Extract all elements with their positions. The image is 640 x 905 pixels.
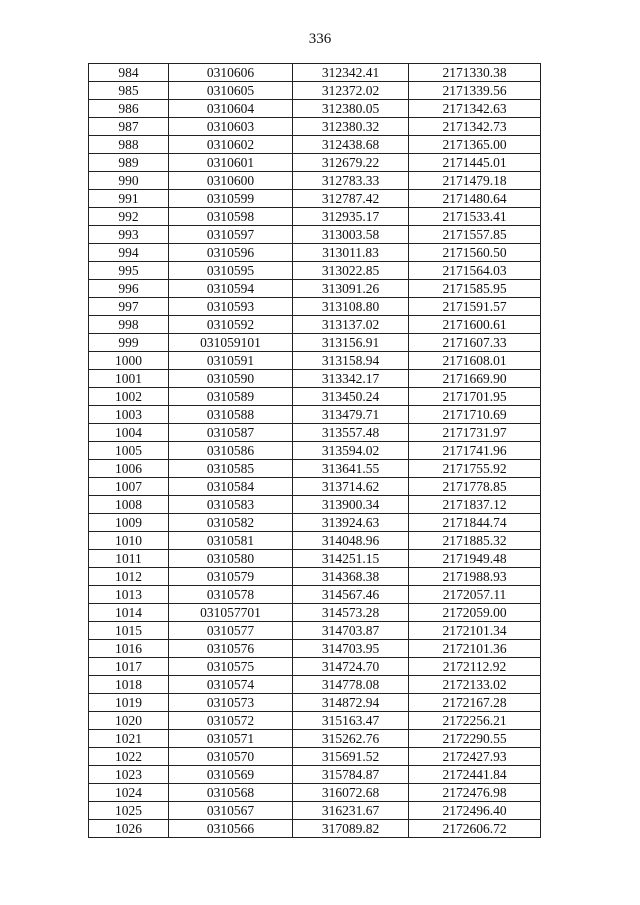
row-index-cell: 984: [89, 64, 169, 82]
table-row: [89, 604, 541, 622]
table-row: [89, 424, 541, 442]
x-coordinate-cell: 314724.70: [293, 658, 409, 676]
row-index-cell: 998: [89, 316, 169, 334]
point-id-cell: 0310577: [169, 622, 293, 640]
x-coordinate-cell: 316072.68: [293, 784, 409, 802]
table-row: [89, 532, 541, 550]
point-id-cell: 0310590: [169, 370, 293, 388]
x-coordinate-cell: 312787.42: [293, 190, 409, 208]
table-row: [89, 766, 541, 784]
row-index-cell: 997: [89, 298, 169, 316]
y-coordinate-cell: 2171949.48: [409, 550, 541, 568]
x-coordinate-cell: 314251.15: [293, 550, 409, 568]
table-row: [89, 100, 541, 118]
table-row: [89, 712, 541, 730]
x-coordinate-cell: 313479.71: [293, 406, 409, 424]
x-coordinate-cell: 313594.02: [293, 442, 409, 460]
x-coordinate-cell: 313003.58: [293, 226, 409, 244]
x-coordinate-cell: 316231.67: [293, 802, 409, 820]
y-coordinate-cell: 2171669.90: [409, 370, 541, 388]
y-coordinate-cell: 2172427.93: [409, 748, 541, 766]
x-coordinate-cell: 313011.83: [293, 244, 409, 262]
y-coordinate-cell: 2172059.00: [409, 604, 541, 622]
table-row: [89, 64, 541, 82]
x-coordinate-cell: 313137.02: [293, 316, 409, 334]
y-coordinate-cell: 2171988.93: [409, 568, 541, 586]
row-index-cell: 1026: [89, 820, 169, 838]
x-coordinate-cell: 313022.85: [293, 262, 409, 280]
point-id-cell: 0310593: [169, 298, 293, 316]
point-id-cell: 0310567: [169, 802, 293, 820]
row-index-cell: 994: [89, 244, 169, 262]
row-index-cell: 1004: [89, 424, 169, 442]
y-coordinate-cell: 2171741.96: [409, 442, 541, 460]
y-coordinate-cell: 2172606.72: [409, 820, 541, 838]
point-id-cell: 0310584: [169, 478, 293, 496]
row-index-cell: 1020: [89, 712, 169, 730]
point-id-cell: 0310598: [169, 208, 293, 226]
point-id-cell: 0310579: [169, 568, 293, 586]
point-id-cell: 0310601: [169, 154, 293, 172]
y-coordinate-cell: 2171557.85: [409, 226, 541, 244]
coordinate-table: [88, 63, 541, 838]
table-row: [89, 748, 541, 766]
y-coordinate-cell: 2171731.97: [409, 424, 541, 442]
table-row: [89, 784, 541, 802]
row-index-cell: 996: [89, 280, 169, 298]
x-coordinate-cell: 314703.87: [293, 622, 409, 640]
point-id-cell: 0310582: [169, 514, 293, 532]
page-number: 336: [308, 31, 332, 47]
row-index-cell: 1002: [89, 388, 169, 406]
x-coordinate-cell: 312438.68: [293, 136, 409, 154]
point-id-cell: 0310583: [169, 496, 293, 514]
x-coordinate-cell: 314368.38: [293, 568, 409, 586]
row-index-cell: 1000: [89, 352, 169, 370]
y-coordinate-cell: 2171701.95: [409, 388, 541, 406]
x-coordinate-cell: 313714.62: [293, 478, 409, 496]
row-index-cell: 989: [89, 154, 169, 172]
y-coordinate-cell: 2171365.00: [409, 136, 541, 154]
table-row: [89, 370, 541, 388]
table-row: [89, 550, 541, 568]
x-coordinate-cell: 312935.17: [293, 208, 409, 226]
x-coordinate-cell: 314573.28: [293, 604, 409, 622]
row-index-cell: 1018: [89, 676, 169, 694]
y-coordinate-cell: 2171585.95: [409, 280, 541, 298]
x-coordinate-cell: 314567.46: [293, 586, 409, 604]
y-coordinate-cell: 2172133.02: [409, 676, 541, 694]
row-index-cell: 1017: [89, 658, 169, 676]
row-index-cell: 999: [89, 334, 169, 352]
row-index-cell: 1006: [89, 460, 169, 478]
row-index-cell: 1016: [89, 640, 169, 658]
table-row: [89, 460, 541, 478]
table-row: [89, 658, 541, 676]
y-coordinate-cell: 2172057.11: [409, 586, 541, 604]
point-id-cell: 0310569: [169, 766, 293, 784]
y-coordinate-cell: 2172101.36: [409, 640, 541, 658]
row-index-cell: 1009: [89, 514, 169, 532]
table-row: [89, 190, 541, 208]
y-coordinate-cell: 2171342.73: [409, 118, 541, 136]
x-coordinate-cell: 313091.26: [293, 280, 409, 298]
point-id-cell: 0310600: [169, 172, 293, 190]
point-id-cell: 0310570: [169, 748, 293, 766]
y-coordinate-cell: 2171600.61: [409, 316, 541, 334]
y-coordinate-cell: 2171710.69: [409, 406, 541, 424]
x-coordinate-cell: 315691.52: [293, 748, 409, 766]
table-row: [89, 262, 541, 280]
table-row: [89, 298, 541, 316]
x-coordinate-cell: 312372.02: [293, 82, 409, 100]
y-coordinate-cell: 2172290.55: [409, 730, 541, 748]
table-row: [89, 172, 541, 190]
x-coordinate-cell: 315163.47: [293, 712, 409, 730]
x-coordinate-cell: 313450.24: [293, 388, 409, 406]
point-id-cell: 0310602: [169, 136, 293, 154]
x-coordinate-cell: 312380.32: [293, 118, 409, 136]
row-index-cell: 1015: [89, 622, 169, 640]
table-row: [89, 388, 541, 406]
table-row: [89, 154, 541, 172]
x-coordinate-cell: 312679.22: [293, 154, 409, 172]
row-index-cell: 988: [89, 136, 169, 154]
row-index-cell: 985: [89, 82, 169, 100]
table-row: [89, 244, 541, 262]
x-coordinate-cell: 313342.17: [293, 370, 409, 388]
row-index-cell: 1010: [89, 532, 169, 550]
point-id-cell: 0310572: [169, 712, 293, 730]
point-id-cell: 0310597: [169, 226, 293, 244]
point-id-cell: 0310587: [169, 424, 293, 442]
y-coordinate-cell: 2171479.18: [409, 172, 541, 190]
point-id-cell: 0310581: [169, 532, 293, 550]
row-index-cell: 1011: [89, 550, 169, 568]
table-row: [89, 82, 541, 100]
point-id-cell: 0310594: [169, 280, 293, 298]
point-id-cell: 0310575: [169, 658, 293, 676]
y-coordinate-cell: 2172496.40: [409, 802, 541, 820]
table-row: [89, 118, 541, 136]
row-index-cell: 1003: [89, 406, 169, 424]
point-id-cell: 0310573: [169, 694, 293, 712]
row-index-cell: 1014: [89, 604, 169, 622]
point-id-cell: 0310603: [169, 118, 293, 136]
point-id-cell: 0310586: [169, 442, 293, 460]
x-coordinate-cell: 312380.05: [293, 100, 409, 118]
row-index-cell: 1013: [89, 586, 169, 604]
x-coordinate-cell: 314872.94: [293, 694, 409, 712]
table-row: [89, 334, 541, 352]
row-index-cell: 1024: [89, 784, 169, 802]
x-coordinate-cell: 313900.34: [293, 496, 409, 514]
x-coordinate-cell: 313924.63: [293, 514, 409, 532]
x-coordinate-cell: 317089.82: [293, 820, 409, 838]
point-id-cell: 0310589: [169, 388, 293, 406]
table-row: [89, 802, 541, 820]
table-row: [89, 208, 541, 226]
point-id-cell: 0310571: [169, 730, 293, 748]
table-row: [89, 568, 541, 586]
point-id-cell: 0310604: [169, 100, 293, 118]
x-coordinate-cell: 314778.08: [293, 676, 409, 694]
point-id-cell: 0310574: [169, 676, 293, 694]
x-coordinate-cell: 314703.95: [293, 640, 409, 658]
point-id-cell: 0310576: [169, 640, 293, 658]
row-index-cell: 993: [89, 226, 169, 244]
row-index-cell: 987: [89, 118, 169, 136]
row-index-cell: 991: [89, 190, 169, 208]
x-coordinate-cell: 313108.80: [293, 298, 409, 316]
table-row: [89, 820, 541, 838]
row-index-cell: 1019: [89, 694, 169, 712]
row-index-cell: 1023: [89, 766, 169, 784]
point-id-cell: 0310585: [169, 460, 293, 478]
y-coordinate-cell: 2172112.92: [409, 658, 541, 676]
point-id-cell: 0310592: [169, 316, 293, 334]
y-coordinate-cell: 2171480.64: [409, 190, 541, 208]
x-coordinate-cell: 315262.76: [293, 730, 409, 748]
table-row: [89, 226, 541, 244]
table-row: [89, 676, 541, 694]
y-coordinate-cell: 2171339.56: [409, 82, 541, 100]
table-row: [89, 730, 541, 748]
point-id-cell: 0310605: [169, 82, 293, 100]
table-row: [89, 406, 541, 424]
x-coordinate-cell: 313641.55: [293, 460, 409, 478]
y-coordinate-cell: 2172167.28: [409, 694, 541, 712]
row-index-cell: 1001: [89, 370, 169, 388]
table-row: [89, 514, 541, 532]
row-index-cell: 1008: [89, 496, 169, 514]
point-id-cell: 0310566: [169, 820, 293, 838]
row-index-cell: 1005: [89, 442, 169, 460]
y-coordinate-cell: 2171607.33: [409, 334, 541, 352]
point-id-cell: 031057701: [169, 604, 293, 622]
x-coordinate-cell: 313158.94: [293, 352, 409, 370]
row-index-cell: 1022: [89, 748, 169, 766]
point-id-cell: 0310596: [169, 244, 293, 262]
y-coordinate-cell: 2171608.01: [409, 352, 541, 370]
row-index-cell: 992: [89, 208, 169, 226]
x-coordinate-cell: 314048.96: [293, 532, 409, 550]
row-index-cell: 1025: [89, 802, 169, 820]
y-coordinate-cell: 2172256.21: [409, 712, 541, 730]
table-row: [89, 640, 541, 658]
table-row: [89, 478, 541, 496]
y-coordinate-cell: 2171885.32: [409, 532, 541, 550]
x-coordinate-cell: 312783.33: [293, 172, 409, 190]
table-row: [89, 694, 541, 712]
point-id-cell: 0310606: [169, 64, 293, 82]
x-coordinate-cell: 313156.91: [293, 334, 409, 352]
y-coordinate-cell: 2171533.41: [409, 208, 541, 226]
point-id-cell: 0310568: [169, 784, 293, 802]
table-row: [89, 496, 541, 514]
row-index-cell: 1021: [89, 730, 169, 748]
x-coordinate-cell: 312342.41: [293, 64, 409, 82]
y-coordinate-cell: 2172441.84: [409, 766, 541, 784]
point-id-cell: 0310595: [169, 262, 293, 280]
row-index-cell: 1007: [89, 478, 169, 496]
point-id-cell: 0310599: [169, 190, 293, 208]
y-coordinate-cell: 2171342.63: [409, 100, 541, 118]
coordinate-table-body: [89, 64, 541, 838]
point-id-cell: 031059101: [169, 334, 293, 352]
y-coordinate-cell: 2171844.74: [409, 514, 541, 532]
y-coordinate-cell: 2171445.01: [409, 154, 541, 172]
point-id-cell: 0310578: [169, 586, 293, 604]
table-row: [89, 352, 541, 370]
point-id-cell: 0310580: [169, 550, 293, 568]
point-id-cell: 0310591: [169, 352, 293, 370]
y-coordinate-cell: 2171591.57: [409, 298, 541, 316]
row-index-cell: 990: [89, 172, 169, 190]
table-row: [89, 586, 541, 604]
point-id-cell: 0310588: [169, 406, 293, 424]
y-coordinate-cell: 2171560.50: [409, 244, 541, 262]
table-row: [89, 136, 541, 154]
table-row: [89, 622, 541, 640]
row-index-cell: 995: [89, 262, 169, 280]
x-coordinate-cell: 315784.87: [293, 766, 409, 784]
y-coordinate-cell: 2172476.98: [409, 784, 541, 802]
table-row: [89, 280, 541, 298]
y-coordinate-cell: 2171837.12: [409, 496, 541, 514]
y-coordinate-cell: 2171330.38: [409, 64, 541, 82]
row-index-cell: 1012: [89, 568, 169, 586]
table-row: [89, 442, 541, 460]
y-coordinate-cell: 2171755.92: [409, 460, 541, 478]
y-coordinate-cell: 2171564.03: [409, 262, 541, 280]
table-row: [89, 316, 541, 334]
y-coordinate-cell: 2171778.85: [409, 478, 541, 496]
y-coordinate-cell: 2172101.34: [409, 622, 541, 640]
row-index-cell: 986: [89, 100, 169, 118]
x-coordinate-cell: 313557.48: [293, 424, 409, 442]
